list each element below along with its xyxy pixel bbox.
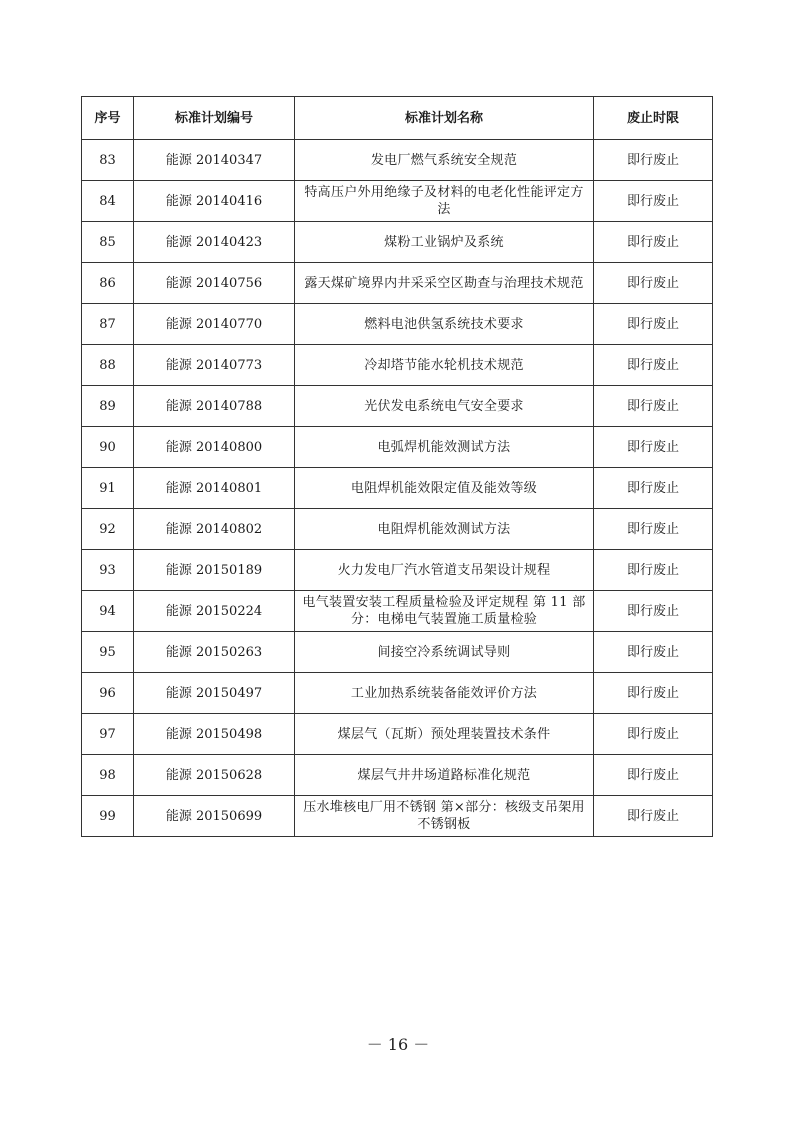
table-row: [82, 140, 713, 181]
row-plan-name: 发电厂燃气系统安全规范: [295, 140, 594, 181]
row-plan-name: 火力发电厂汽水管道支吊架设计规程: [295, 550, 594, 591]
row-repeal-time: 即行废止: [594, 468, 713, 509]
row-plan-name: 电阻焊机能效测试方法: [295, 509, 594, 550]
table-header-row: [82, 97, 713, 140]
row-repeal-time: 即行废止: [594, 591, 713, 632]
header-serial-number: 序号: [82, 97, 134, 140]
row-serial-number: 86: [82, 263, 134, 304]
row-serial-number: 97: [82, 714, 134, 755]
row-plan-code: 能源 20150498: [134, 714, 295, 755]
row-repeal-time: 即行废止: [594, 222, 713, 263]
row-plan-code: 能源 20150628: [134, 755, 295, 796]
row-repeal-time: 即行废止: [594, 386, 713, 427]
row-repeal-time: 即行废止: [594, 632, 713, 673]
table-row: [82, 796, 713, 837]
row-repeal-time: 即行废止: [594, 345, 713, 386]
row-plan-code: 能源 20140800: [134, 427, 295, 468]
row-serial-number: 99: [82, 796, 134, 837]
row-plan-code: 能源 20140756: [134, 263, 295, 304]
row-serial-number: 87: [82, 304, 134, 345]
row-plan-code: 能源 20150263: [134, 632, 295, 673]
row-plan-name: 煤粉工业锅炉及系统: [295, 222, 594, 263]
standards-table: [81, 96, 713, 837]
table-row: [82, 550, 713, 591]
row-plan-name: 间接空冷系统调试导则: [295, 632, 594, 673]
row-plan-name: 燃料电池供氢系统技术要求: [295, 304, 594, 345]
row-repeal-time: 即行废止: [594, 714, 713, 755]
table-row: [82, 591, 713, 632]
row-plan-code: 能源 20150699: [134, 796, 295, 837]
row-plan-name: 露天煤矿境界内井采采空区勘查与治理技术规范: [295, 263, 594, 304]
row-serial-number: 83: [82, 140, 134, 181]
header-repeal-time: 废止时限: [594, 97, 713, 140]
row-repeal-time: 即行废止: [594, 427, 713, 468]
table-row: [82, 673, 713, 714]
row-serial-number: 96: [82, 673, 134, 714]
row-plan-code: 能源 20140416: [134, 181, 295, 222]
row-serial-number: 89: [82, 386, 134, 427]
row-plan-name: 电气装置安装工程质量检验及评定规程 第 11 部分：电梯电气装置施工质量检验: [295, 591, 594, 632]
row-plan-name: 电阻焊机能效限定值及能效等级: [295, 468, 594, 509]
row-plan-code: 能源 20140788: [134, 386, 295, 427]
table-row: [82, 386, 713, 427]
header-plan-code: 标准计划编号: [134, 97, 295, 140]
row-plan-code: 能源 20150189: [134, 550, 295, 591]
table-row: [82, 222, 713, 263]
table-row: [82, 427, 713, 468]
header-plan-name: 标准计划名称: [295, 97, 594, 140]
table-row: [82, 468, 713, 509]
row-repeal-time: 即行废止: [594, 673, 713, 714]
table-body: [82, 140, 713, 837]
row-serial-number: 94: [82, 591, 134, 632]
row-plan-code: 能源 20140347: [134, 140, 295, 181]
table-row: [82, 345, 713, 386]
row-plan-code: 能源 20140770: [134, 304, 295, 345]
row-repeal-time: 即行废止: [594, 304, 713, 345]
row-serial-number: 91: [82, 468, 134, 509]
row-serial-number: 93: [82, 550, 134, 591]
table-row: [82, 304, 713, 345]
row-plan-name: 特高压户外用绝缘子及材料的电老化性能评定方法: [295, 181, 594, 222]
row-repeal-time: 即行废止: [594, 550, 713, 591]
row-repeal-time: 即行废止: [594, 263, 713, 304]
row-serial-number: 85: [82, 222, 134, 263]
row-serial-number: 92: [82, 509, 134, 550]
row-plan-code: 能源 20150224: [134, 591, 295, 632]
table-row: [82, 181, 713, 222]
row-repeal-time: 即行废止: [594, 181, 713, 222]
table-row: [82, 509, 713, 550]
row-plan-code: 能源 20140801: [134, 468, 295, 509]
row-plan-code: 能源 20140423: [134, 222, 295, 263]
row-serial-number: 88: [82, 345, 134, 386]
row-plan-code: 能源 20150497: [134, 673, 295, 714]
row-repeal-time: 即行废止: [594, 140, 713, 181]
row-plan-name: 煤层气井井场道路标准化规范: [295, 755, 594, 796]
page-number: － 16 －: [366, 1035, 430, 1054]
row-plan-name: 压水堆核电厂用不锈钢 第×部分：核级支吊架用不锈钢板: [295, 796, 594, 837]
row-plan-name: 煤层气（瓦斯）预处理装置技术条件: [295, 714, 594, 755]
row-serial-number: 98: [82, 755, 134, 796]
row-plan-code: 能源 20140773: [134, 345, 295, 386]
row-plan-name: 工业加热系统装备能效评价方法: [295, 673, 594, 714]
table-row: [82, 714, 713, 755]
row-repeal-time: 即行废止: [594, 796, 713, 837]
table-row: [82, 755, 713, 796]
row-plan-name: 冷却塔节能水轮机技术规范: [295, 345, 594, 386]
row-repeal-time: 即行废止: [594, 755, 713, 796]
table-row: [82, 632, 713, 673]
row-plan-name: 光伏发电系统电气安全要求: [295, 386, 594, 427]
row-serial-number: 84: [82, 181, 134, 222]
row-repeal-time: 即行废止: [594, 509, 713, 550]
row-plan-name: 电弧焊机能效测试方法: [295, 427, 594, 468]
table-row: [82, 263, 713, 304]
row-serial-number: 90: [82, 427, 134, 468]
row-plan-code: 能源 20140802: [134, 509, 295, 550]
row-serial-number: 95: [82, 632, 134, 673]
